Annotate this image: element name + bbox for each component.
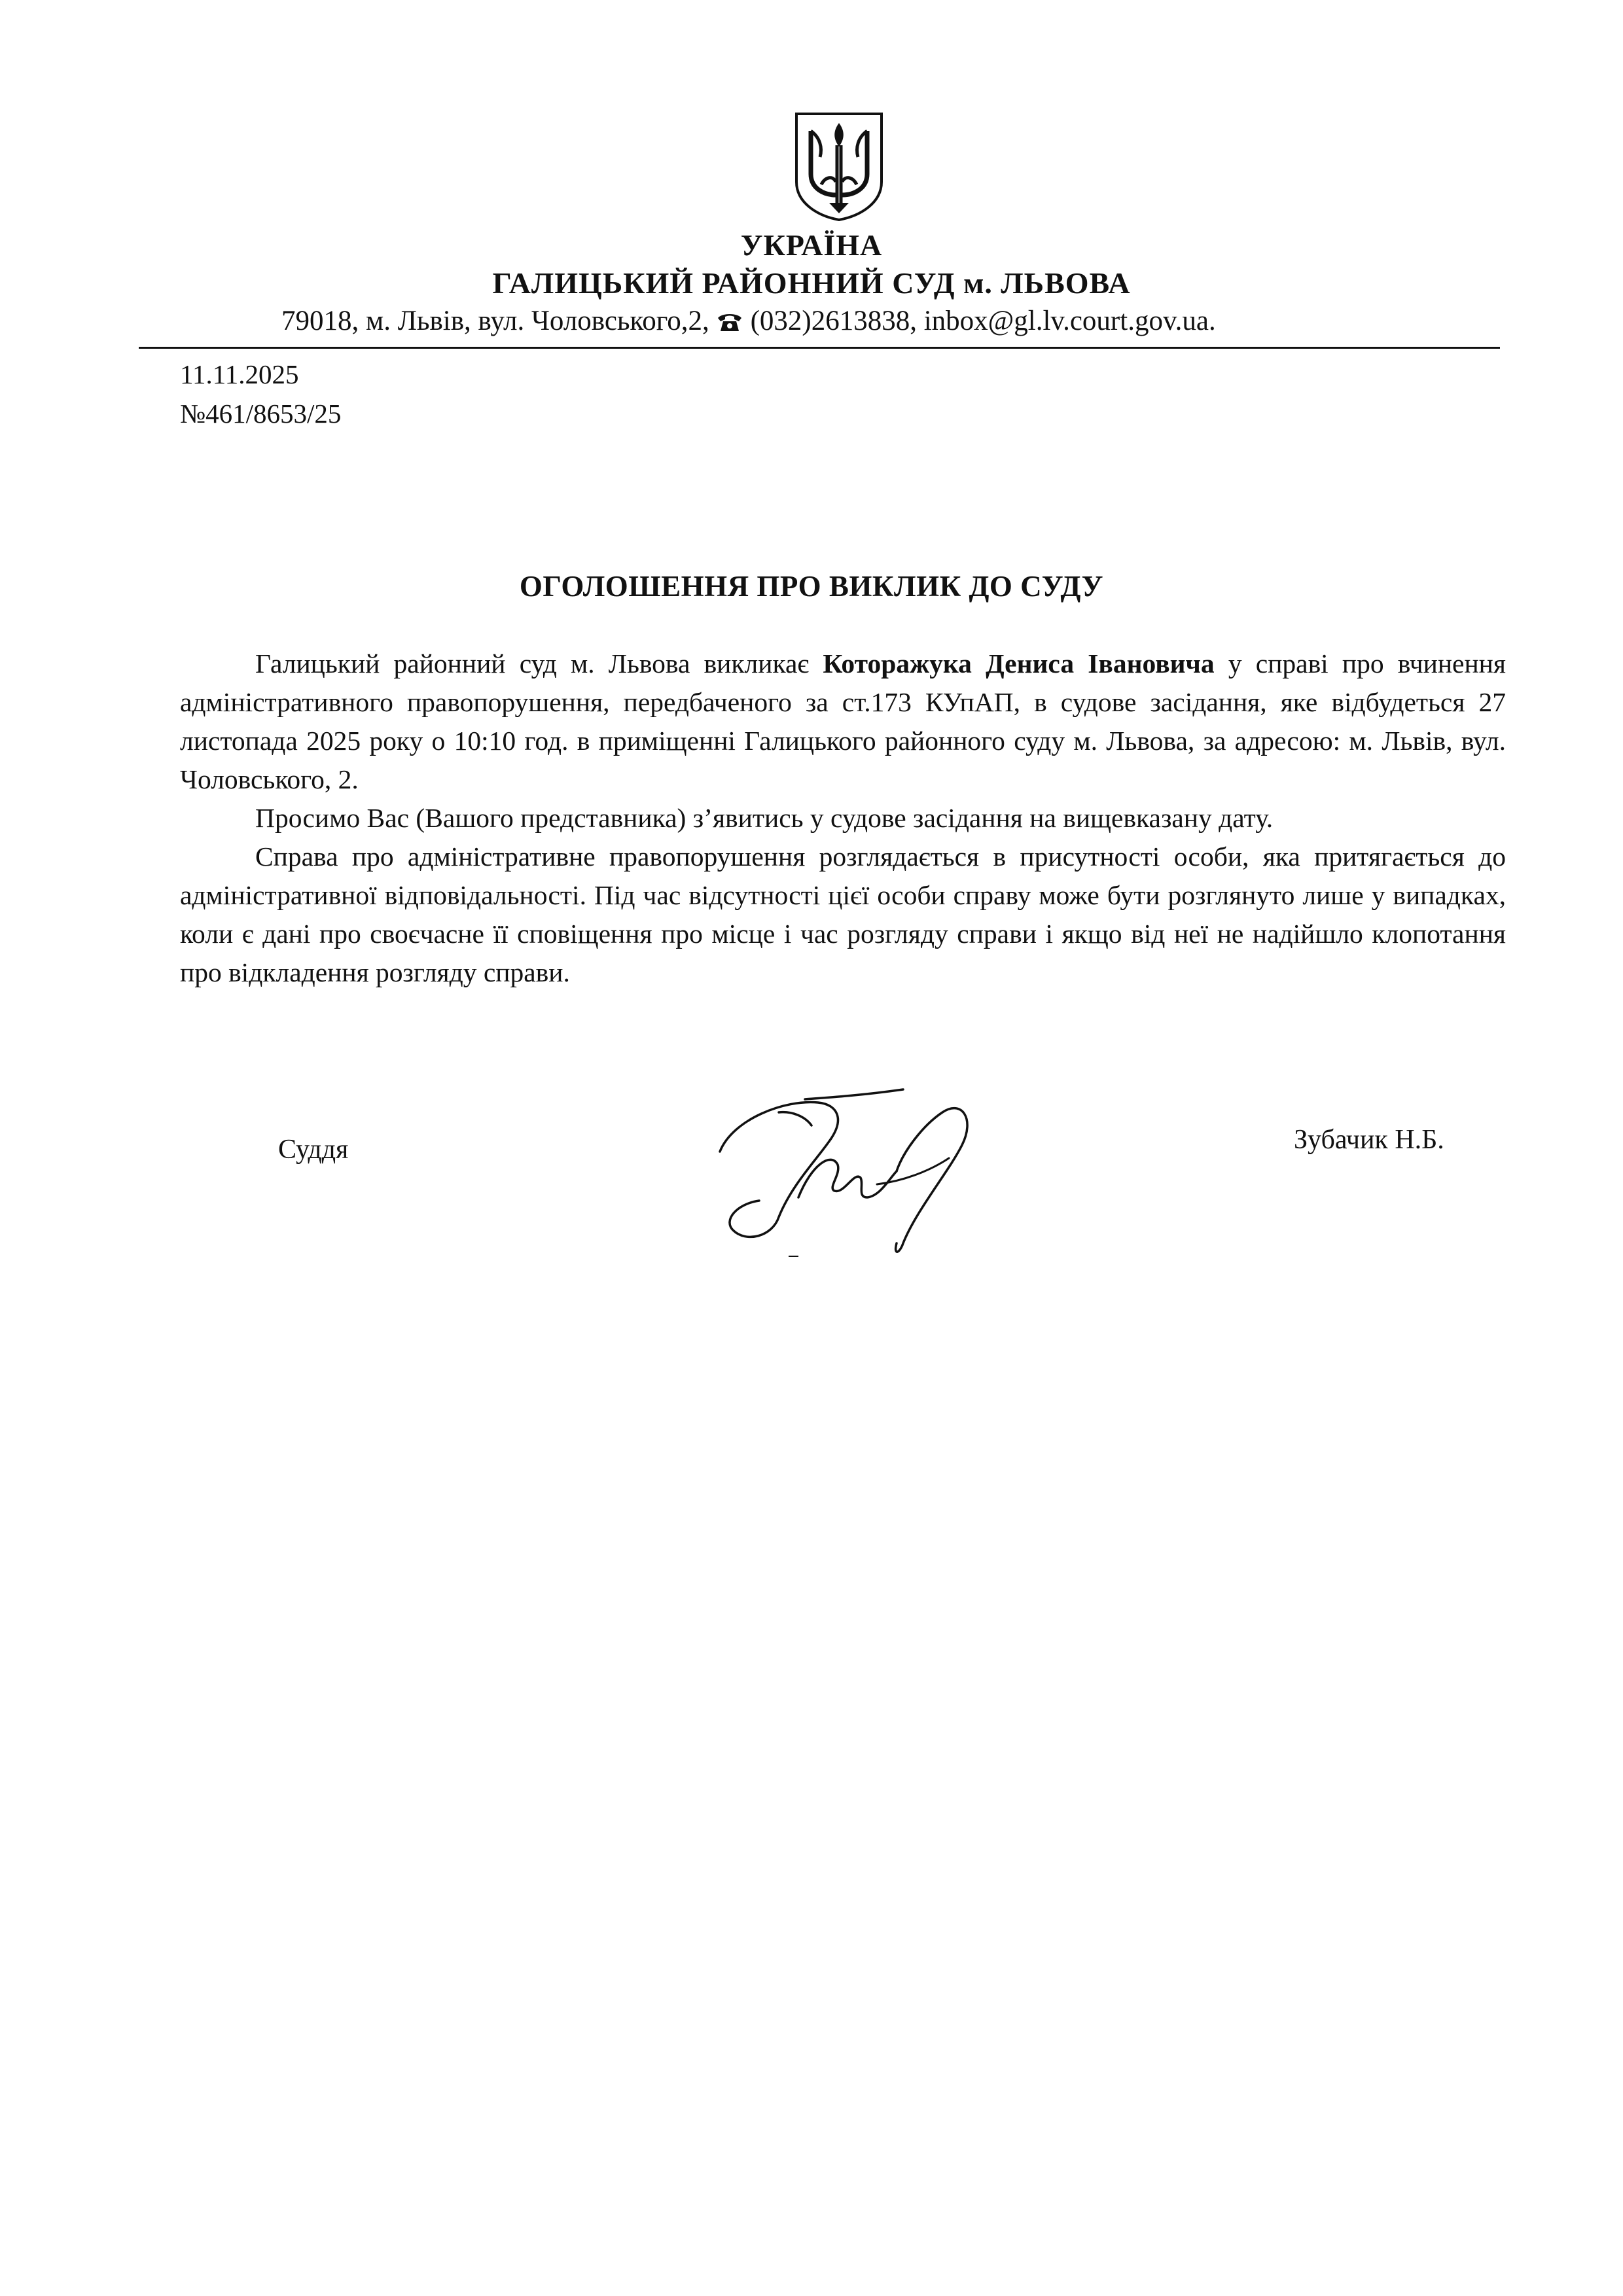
paragraph-summons <box>180 645 1506 799</box>
court-name-heading: ГАЛИЦЬКИЙ РАЙОННИЙ СУД м. ЛЬВОВА <box>492 266 1131 300</box>
document-date: 11.11.2025 <box>180 359 299 389</box>
judge-label: Суддя <box>278 1135 349 1165</box>
contacts-text: (032)2613838, inbox@gl.lv.court.gov.ua. <box>750 306 1216 336</box>
paragraph-request: Просимо Вас (Вашого представника) з’явитись у судове засідання на вищевказану дату. <box>255 803 1274 833</box>
paragraph-procedure: Справа про адміністративне правопорушення розглядається в присутності особи, яка притягається до адміністративної відповідальності. Під час відсутності цієї особи справу може бути розглянуто лише у випадках, коли є дані про своєчасне її сповіщення про місце і час розгляду справи і якщо від неї не надійшло клопотання про відкладення розгляду справи. <box>180 841 1506 987</box>
telephone-icon <box>717 311 743 332</box>
summons-text-end: у справі про вчинення адміністративного правопорушення, передбаченого за ст.173 КУпАП, в судове засідання, яке відбудеться 27 листопада 2025 року о 10:10 год. в приміщенні Галицького районного суду м. Львова, за адресою: м. Львів, вул. Чоловського, 2. <box>180 648 1506 794</box>
ukraine-trident-emblem-icon <box>793 111 885 222</box>
notice-body <box>180 645 1506 992</box>
judge-name: Зубачик Н.Б. <box>1294 1125 1444 1155</box>
registration-number: №461/8653/25 <box>180 398 342 429</box>
summoned-person-name: Которажука Дениса Івановича <box>823 648 1215 679</box>
country-heading: УКРАЇНА <box>740 228 883 262</box>
handwritten-signature-icon <box>707 1073 1021 1269</box>
address-text: 79018, м. Львів, вул. Чоловського,2, <box>281 306 709 336</box>
notice-title: ОГОЛОШЕННЯ ПРО ВИКЛИК ДО СУДУ <box>519 570 1104 603</box>
header-divider <box>139 347 1500 349</box>
summons-text-start: Галицький районний суд м. Львова викликає <box>255 648 823 679</box>
court-address <box>281 305 1216 337</box>
